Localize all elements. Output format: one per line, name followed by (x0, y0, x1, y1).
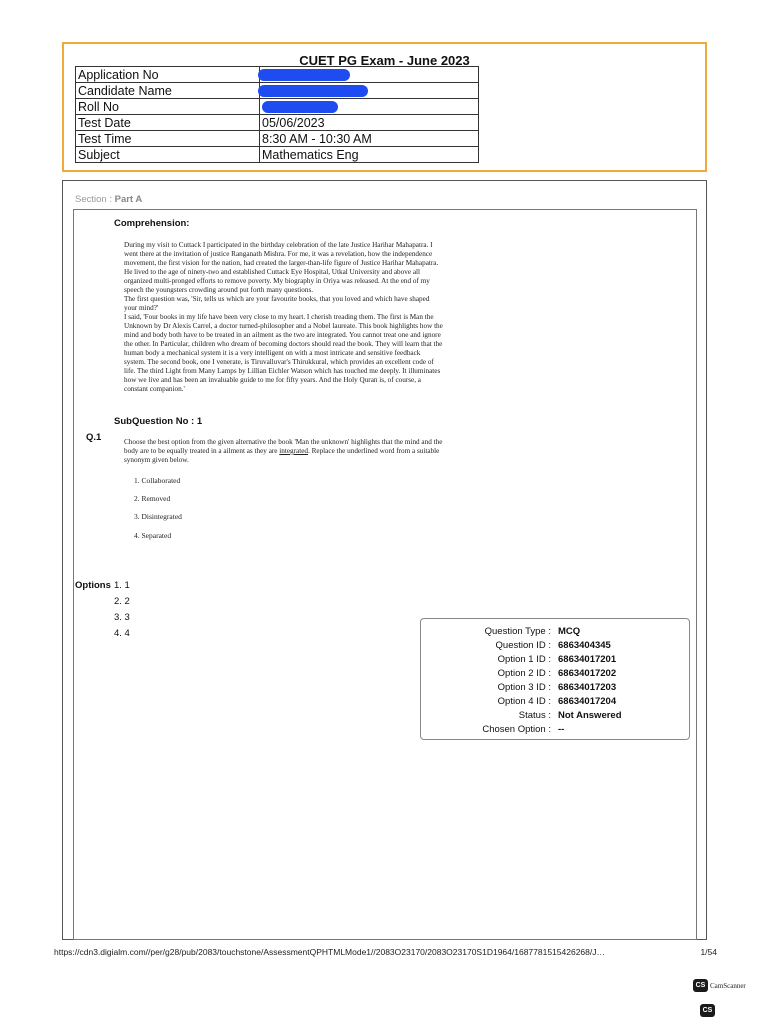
camscanner-logo-icon: CS (693, 979, 708, 992)
passage-line: movement, the first vision for the nation, had created the larger-than-life figure of Justice Harihar Mahapatra. (124, 259, 439, 267)
camscanner-watermark (693, 979, 746, 992)
passage-line: life. The third Light from Many Lamps by Lillian Eichler Watson which has touched me deeply. It illuminates (124, 367, 441, 375)
info-key: Subject (76, 147, 260, 163)
meta-key: Chosen Option : (482, 724, 551, 735)
passage-line: mind and body both have to be treated in an ailment as the two are integrated. You cannot treat one and ignore (124, 331, 441, 339)
info-key: Test Time (76, 131, 260, 147)
question-text (124, 438, 589, 465)
question-line: Choose the best option from the given alternative the book 'Man the unknown' highlights that the mind and the (124, 438, 443, 446)
info-value: 8:30 AM - 10:30 AM (260, 131, 479, 147)
table-row (76, 131, 479, 147)
option-item: 1. 1 (114, 580, 130, 591)
question-line (124, 447, 589, 456)
table-row (76, 67, 479, 83)
subquestion-label: SubQuestion No : 1 (114, 416, 203, 427)
passage-line: constant companion.' (124, 385, 185, 393)
passage-line: the other. In Particular, children who dream of becoming doctors should read the book. They will learn that the (124, 340, 443, 348)
option-item: 4. 4 (114, 628, 130, 639)
meta-value: 68634017202 (558, 668, 617, 679)
answer-choice: 3. Disintegrated (134, 512, 182, 521)
info-key: Candidate Name (76, 83, 260, 99)
meta-key: Status : (518, 710, 551, 721)
question-metadata-box (420, 618, 690, 740)
answer-choice: 2. Removed (134, 494, 171, 503)
table-row (76, 115, 479, 131)
meta-key: Option 4 ID : (497, 696, 551, 707)
footer-url: https://cdn3.digialm.com//per/g28/pub/2083/touchstone/AssessmentQPHTMLMode1//2083O23170/2083O23170S1D1964/1687781515426268/J… (54, 947, 605, 957)
passage-line: speech the youngsters crowding around put forth many questions. (124, 286, 314, 294)
passage-line: your mind?' (124, 304, 159, 312)
answer-choice: 4. Separated (134, 531, 172, 540)
question-section-box (62, 180, 707, 940)
options-label: Options (75, 580, 111, 591)
exam-title: CUET PG Exam - June 2023 (299, 53, 470, 68)
camscanner-logo-icon: CS (700, 1004, 715, 1017)
info-key: Application No (76, 67, 260, 83)
meta-value: 68634017203 (558, 682, 617, 693)
redaction-mark (258, 69, 350, 81)
option-item: 2. 2 (114, 596, 130, 607)
passage-line: During my visit to Cuttack I participated in the birthday celebration of the late Justice Harihar Mahapatra. I (124, 241, 433, 249)
question-line: synonym given below. (124, 456, 189, 464)
meta-row (421, 682, 689, 694)
passage-line: Unknown by Dr Alexis Carrel, a doctor turned-philosopher and a Nobel laureate. This book highlights how the (124, 322, 443, 330)
meta-value: 68634017204 (558, 696, 617, 707)
section-label (75, 194, 142, 205)
info-value (260, 83, 479, 99)
passage-line: He lived to the age of ninety-two and established Cuttack Eye Hospital, Utkal University and above all (124, 268, 421, 276)
passage-line: went there at the invitation of justice Ranganath Mishra. For me, it was a revelation, how the independence (124, 250, 433, 258)
meta-row (421, 724, 689, 736)
meta-value: 6863404345 (558, 640, 611, 651)
exam-header-box (62, 42, 707, 172)
meta-value: 68634017201 (558, 654, 617, 665)
passage-line: The first question was, 'Sir, tells us which are your favourite books, that you loved and which have shaped (124, 295, 430, 303)
table-row (76, 147, 479, 163)
passage-line: I said, 'Four books in my life have been very close to my heart. I cherish treading them. The first is Man the (124, 313, 434, 321)
meta-key: Question Type : (484, 626, 551, 637)
table-row (76, 83, 479, 99)
question-number: Q.1 (86, 432, 102, 443)
meta-value: MCQ (558, 626, 581, 637)
redaction-mark (262, 101, 338, 113)
meta-key: Option 3 ID : (497, 682, 551, 693)
info-value: Mathematics Eng (260, 147, 479, 163)
question-text-part: . Replace the underlined word from a suitable (308, 447, 440, 455)
info-value (260, 99, 479, 115)
section-prefix: Section : (75, 194, 115, 205)
page-number: 1/54 (700, 947, 717, 957)
meta-key: Option 2 ID : (497, 668, 551, 679)
answer-choice: 1. Collaborated (134, 476, 181, 485)
meta-row (421, 654, 689, 666)
info-key: Roll No (76, 99, 260, 115)
meta-row (421, 696, 689, 708)
passage-line: system. The second book, one I venerate, is Tiruvalluvar's Thirukkural, which provides an excellent code of (124, 358, 434, 366)
comprehension-passage (124, 241, 586, 394)
camscanner-watermark-small (700, 1004, 715, 1017)
info-value (260, 67, 479, 83)
passage-line: human body a mechanical system it is a very intelligent on with a most intricate and sensitive feedback (124, 349, 421, 357)
underlined-word: integrated (279, 447, 309, 455)
section-name: Part A (114, 194, 143, 205)
info-key: Test Date (76, 115, 260, 131)
meta-row (421, 710, 689, 722)
option-item: 3. 3 (114, 612, 130, 623)
passage-line: organized multi-pronged efforts to remove poverty. My biography in Oriya was released. At the end of my (124, 277, 430, 285)
camscanner-text: CamScanner (710, 981, 746, 990)
info-value: 05/06/2023 (260, 115, 479, 131)
meta-row (421, 668, 689, 680)
meta-key: Option 1 ID : (497, 654, 551, 665)
table-row (76, 99, 479, 115)
question-text-part: body are to be equally treated in a ailment as they are (124, 447, 280, 455)
meta-key: Question ID : (495, 640, 551, 651)
redaction-mark (258, 85, 368, 97)
comprehension-title: Comprehension: (114, 218, 190, 229)
candidate-info-table (75, 66, 479, 163)
meta-value: Not Answered (558, 710, 622, 721)
meta-row (421, 640, 689, 652)
meta-row (421, 626, 689, 638)
meta-value: -- (558, 724, 565, 735)
passage-line: how we live and has been an invaluable guide to me for fifty years. And the Holy Quran is, of course, a (124, 376, 421, 384)
question-panel (73, 209, 697, 940)
